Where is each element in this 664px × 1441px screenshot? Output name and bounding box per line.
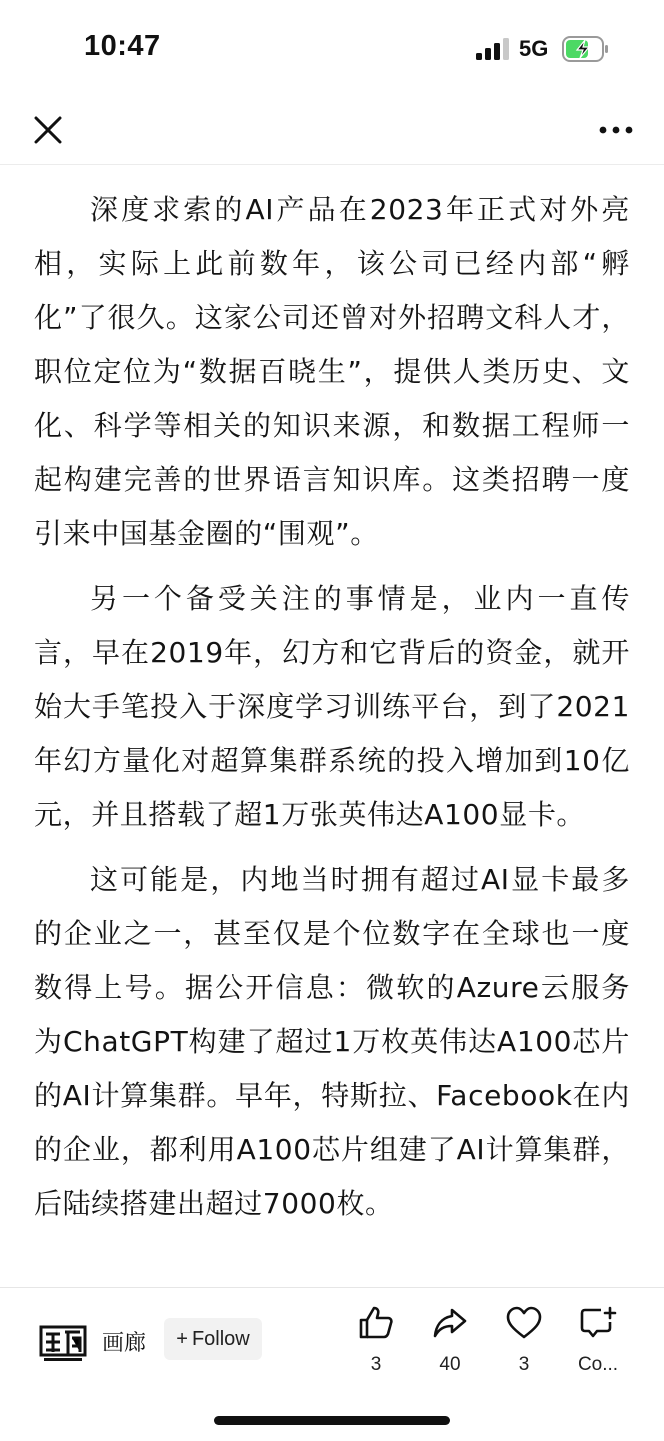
share-icon bbox=[432, 1306, 468, 1340]
like-count: 3 bbox=[370, 1354, 382, 1375]
plus-icon: + bbox=[176, 1327, 188, 1350]
more-button[interactable] bbox=[592, 108, 640, 152]
author-name[interactable]: 画廊 bbox=[102, 1331, 147, 1356]
comment-button[interactable] bbox=[566, 1306, 630, 1376]
share-count: 40 bbox=[439, 1354, 461, 1375]
status-bar bbox=[0, 0, 664, 96]
article-body bbox=[34, 183, 630, 1287]
heart-icon bbox=[506, 1306, 542, 1340]
comment-add-icon bbox=[579, 1306, 617, 1340]
network-label: 5G bbox=[519, 36, 549, 61]
share-button[interactable] bbox=[418, 1306, 482, 1376]
status-time: 10:47 bbox=[84, 30, 161, 62]
article-paragraph: 这可能是，内地当时拥有超过AI显卡最多的企业之一，甚至仅是个位数字在全球也一度数得上号。据公开信息：微软的Azure云服务为ChatGPT构建了超过1万枚英伟达A100芯片的AI计算集群。早年，特斯拉、Facebook在内的企业，都利用A100芯片组建了AI计算集群，后陆续搭建出超过7000枚。 bbox=[34, 863, 630, 1220]
favorite-count: 3 bbox=[518, 1354, 530, 1375]
article-paragraph: 深度求索的AI产品在2023年正式对外亮相，实际上此前数年，该公司已经内部“孵化”了很久。这家公司还曾对外招聘文科人才，职位定位为“数据百晓生”，提供人类历史、文化、科学等相关的知识来源，和数据工程师一起构建完善的世界语言知识库。这类招聘一度引来中国基金圈的“围观”。 bbox=[34, 193, 630, 550]
nav-bar bbox=[0, 96, 664, 165]
more-horizontal-icon bbox=[599, 126, 633, 134]
close-icon bbox=[33, 115, 63, 145]
bottom-action-bar bbox=[0, 1287, 664, 1441]
follow-label: Follow bbox=[191, 1327, 250, 1350]
thumbs-up-icon bbox=[358, 1306, 394, 1340]
comment-label: Co... bbox=[577, 1354, 619, 1375]
signal-bars-icon bbox=[476, 38, 510, 60]
home-indicator[interactable] bbox=[214, 1416, 450, 1425]
gallery-logo-icon[interactable] bbox=[38, 1324, 88, 1364]
favorite-button[interactable] bbox=[492, 1306, 556, 1376]
close-button[interactable] bbox=[26, 108, 70, 152]
like-button[interactable] bbox=[344, 1306, 408, 1376]
follow-button[interactable] bbox=[164, 1318, 262, 1360]
article-paragraph: 另一个备受关注的事情是，业内一直传言，早在2019年，幻方和它背后的资金，就开始大手笔投入于深度学习训练平台，到了2021年幻方量化对超算集群系统的投入增加到10亿元，并且搭载了超1万张英伟达A100显卡。 bbox=[34, 582, 630, 831]
battery-charging-icon bbox=[562, 36, 610, 62]
